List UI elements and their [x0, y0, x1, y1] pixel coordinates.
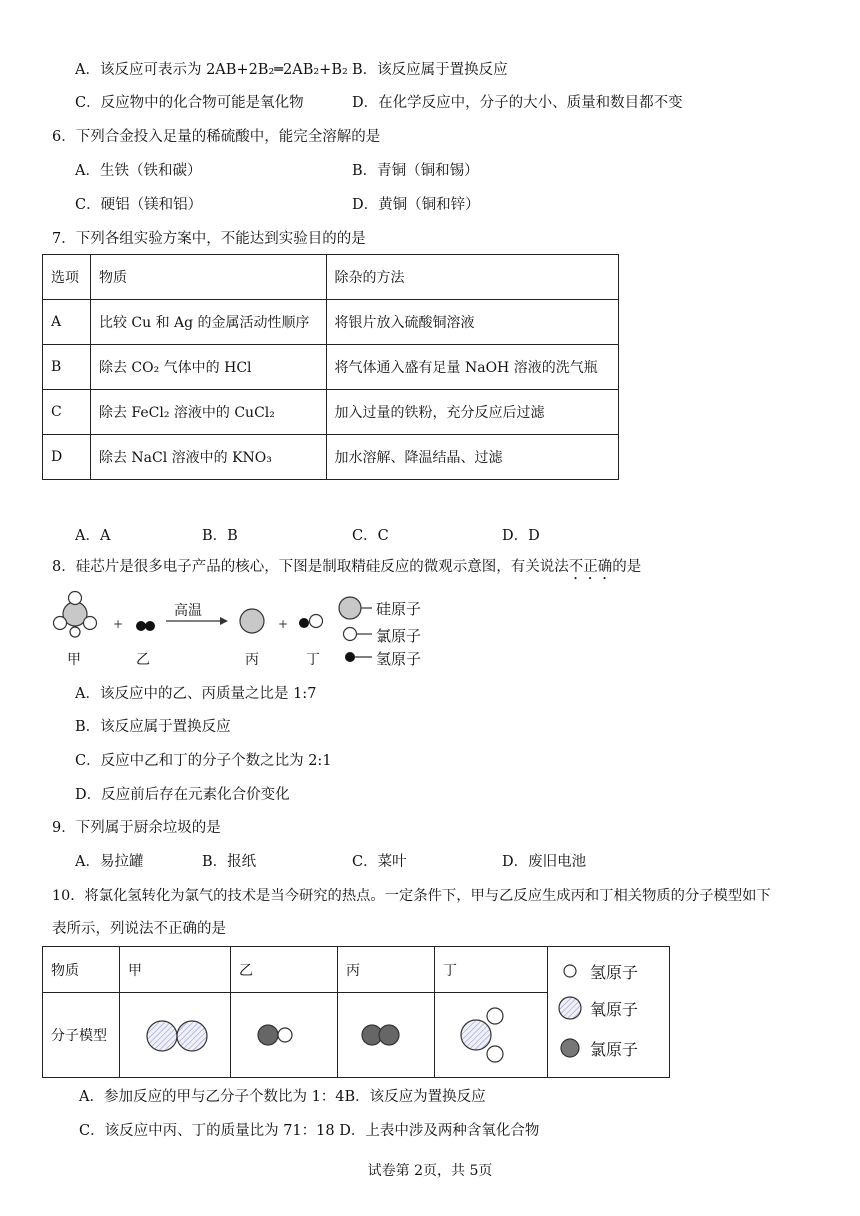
q6-option-c: C．硬铝（镁和铝）: [75, 197, 203, 213]
q10-options-ab: A．参加反应的甲与乙分子个数比为 1：4B．该反应为置换反应: [79, 1089, 486, 1105]
table-cell: 将气体通入盛有足量 NaOH 溶液的洗气瓶: [326, 345, 618, 390]
q8-legend-label-si: 硅原子: [376, 600, 422, 618]
table-row: [43, 435, 619, 480]
q10-model-jia: [120, 993, 231, 1078]
q10-legend-label-cl: 氯原子: [590, 1040, 639, 1059]
page-footer: 试卷第 2页，共 5页: [367, 1163, 493, 1179]
q7-stem: 7．下列各组实验方案中，不能达到实验目的的是: [52, 231, 366, 247]
q8-label-yi: 乙: [136, 652, 150, 668]
q7-option-c: C．C: [352, 528, 389, 544]
q8-legend-hydrogen-marker: [340, 648, 380, 668]
table-header-row: [43, 255, 619, 300]
q10-legend-label-o: 氧原子: [590, 1000, 639, 1019]
q8-stem-pre: 8．硅芯片是很多电子产品的核心，下图是制取精硅反应的微观示意图，有关说法: [52, 559, 569, 575]
molecule-ding: [299, 615, 323, 629]
table-cell: 加入过量的铁粉，充分反应后过滤: [326, 390, 618, 435]
q8-stem-emphasis: 不正确: [568, 559, 613, 575]
q7-table: [42, 254, 619, 480]
table-cell: C: [43, 390, 91, 435]
table-cell: 除去 FeCl₂ 溶液中的 CuCl₂: [90, 390, 326, 435]
q6-option-a: A．生铁（铁和碳）: [75, 163, 202, 179]
table-header-cell: 甲: [120, 947, 231, 993]
svg-text:+: +: [278, 617, 289, 631]
q6-option-b: B．青铜（铜和锡）: [352, 163, 479, 179]
table-row: [43, 345, 619, 390]
q8-label-ding: 丁: [306, 652, 320, 668]
table-row: [43, 300, 619, 345]
q6-stem: 6．下列合金投入足量的稀硫酸中，能完全溶解的是: [52, 129, 381, 145]
q9-option-d: D．废旧电池: [502, 854, 587, 870]
table-cell: 除去 NaCl 溶液中的 KNO₃: [90, 435, 326, 480]
table-cell: 比较 Cu 和 Ag 的金属活动性顺序: [90, 300, 326, 345]
q8-condition-label: 高温: [174, 603, 202, 619]
q7-option-a: A．A: [75, 528, 111, 544]
q10-table: [42, 946, 670, 1078]
q10-stem-line1: 10．将氯化氢转化为氯气的技术是当今研究的热点。一定条件下，甲与乙反应生成丙和丁相关物质的分子模型如下: [52, 888, 771, 904]
q10-legend-label-h: 氢原子: [590, 963, 639, 982]
q10-model-ding: [435, 993, 548, 1078]
q5-option-b: B．该反应属于置换反应: [352, 62, 508, 78]
q10-model-yi: [231, 993, 338, 1078]
table-row: [43, 390, 619, 435]
table-header-cell: 物质: [43, 947, 120, 993]
table-cell: 加水溶解、降温结晶、过滤: [326, 435, 618, 480]
table-header-cell: 乙: [231, 947, 338, 993]
table-cell: A: [43, 300, 91, 345]
q8-legend: [339, 597, 372, 641]
q8-legend-label-cl: 氯原子: [376, 627, 422, 645]
q7-option-b: B．B: [202, 528, 238, 544]
q6-option-d: D．黄铜（铜和锌）: [352, 197, 480, 213]
svg-text:+: +: [113, 617, 124, 631]
table-header-cell: 选项: [43, 255, 91, 300]
q5-option-c: C．反应物中的化合物可能是氧化物: [75, 95, 304, 111]
q9-option-a: A．易拉罐: [75, 854, 144, 870]
table-header-cell: 物质: [90, 255, 326, 300]
molecule-bing: [240, 609, 264, 633]
q5-option-d: D．在化学反应中，分子的大小、质量和数目都不变: [352, 95, 683, 111]
q8-stem-post: 的是: [612, 559, 642, 575]
table-cell: 除去 CO₂ 气体中的 HCl: [90, 345, 326, 390]
q9-stem: 9．下列属于厨余垃圾的是: [52, 820, 221, 836]
table-header-cell: 丁: [435, 947, 548, 993]
q8-stem: [52, 557, 641, 583]
q9-option-b: B．报纸: [202, 854, 257, 870]
q10-options-cd: C．该反应中丙、丁的质量比为 71：18 D．上表中涉及两种含氧化合物: [79, 1123, 540, 1139]
q8-option-c: C．反应中乙和丁的分子个数之比为 2:1: [75, 753, 332, 769]
q8-label-jia: 甲: [67, 652, 81, 668]
q8-option-d: D．反应前后存在元素化合价变化: [75, 787, 290, 803]
q8-legend-label-h: 氢原子: [376, 650, 422, 668]
q10-stem-line2: 表所示，列说法不正确的是: [52, 921, 226, 937]
molecule-yi: [136, 621, 155, 631]
q5-option-a: A．该反应可表示为 2AB+2B₂═2AB₂+B₂: [75, 62, 348, 78]
q7-option-d: D．D: [502, 528, 540, 544]
table-cell: D: [43, 435, 91, 480]
table-cell: B: [43, 345, 91, 390]
table-header-cell: 丙: [338, 947, 435, 993]
table-cell: 将银片放入硫酸铜溶液: [326, 300, 618, 345]
q8-label-bing: 丙: [245, 652, 259, 668]
table-header-row: [43, 947, 670, 993]
q8-option-a: A．该反应中的乙、丙质量之比是 1:7: [75, 686, 317, 702]
table-header-cell: 除杂的方法: [326, 255, 618, 300]
molecule-jia: [54, 592, 97, 638]
q10-model-bing: [338, 993, 435, 1078]
q9-option-c: C．菜叶: [352, 854, 407, 870]
table-cell: 分子模型: [43, 993, 120, 1078]
q8-option-b: B．该反应属于置换反应: [75, 719, 231, 735]
